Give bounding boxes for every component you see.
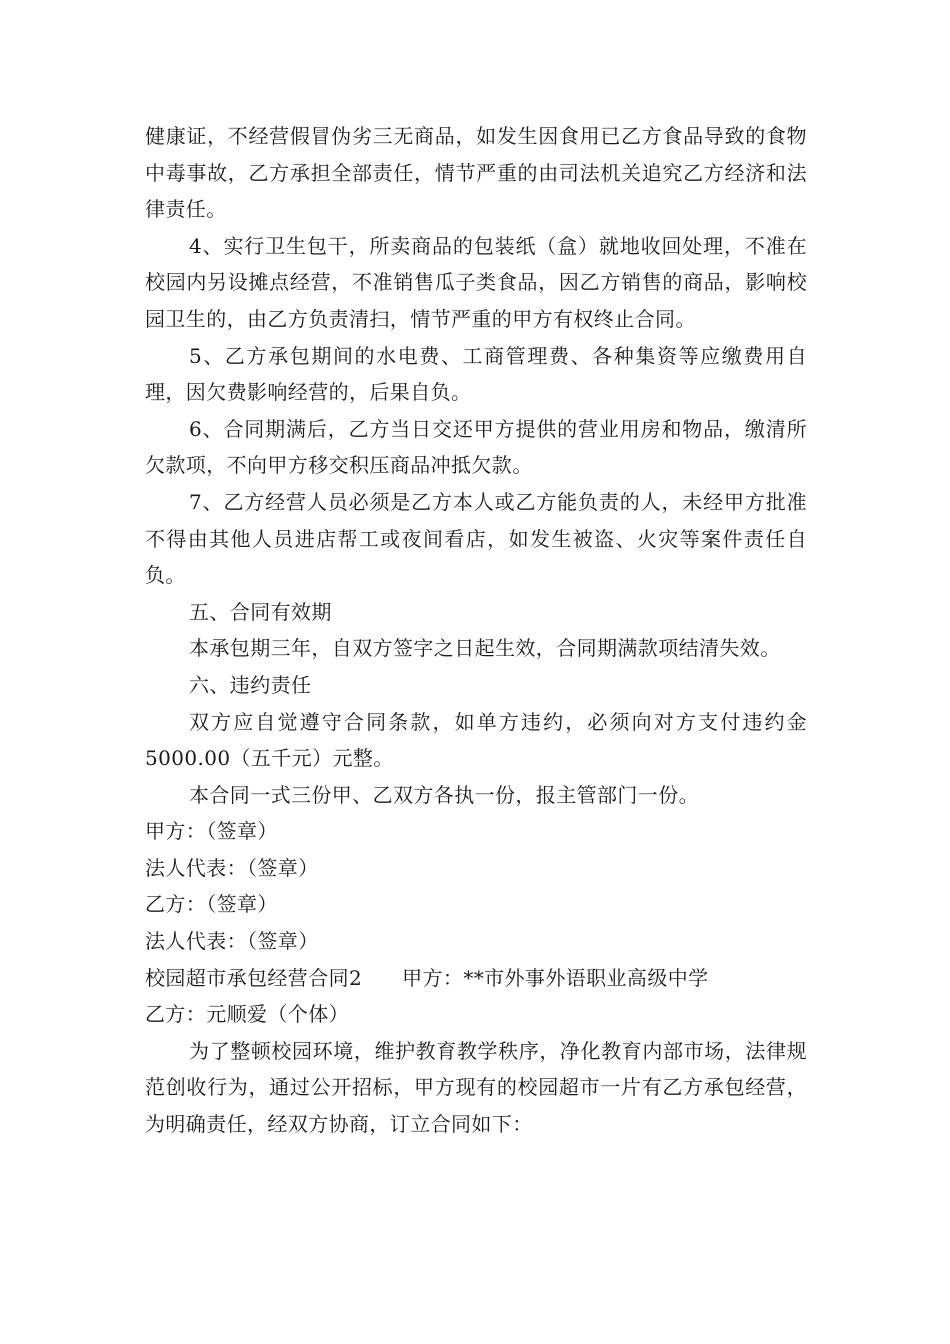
- paragraph-health-certificate: 健康证，不经营假冒伪劣三无商品，如发生因食用已乙方食品导致的食物中毒事故，乙方承担全部责任，情节严重的由司法机关追究乙方经济和法律责任。: [145, 124, 807, 222]
- signature-party-a: 甲方：（签章）: [145, 819, 278, 844]
- signature-party-a-representative: 法人代表：（签章）: [145, 855, 319, 880]
- contract2-title: 校园超市承包经营合同2: [145, 965, 363, 990]
- paragraph-clause-4: 4、实行卫生包干，所卖商品的包装纸（盒）就地收回处理，不准在校园内另设摊点经营，不准销售瓜子类食品，因乙方销售的商品，影响校园卫生的，由乙方负责清扫，情节严重的甲方有权终止合同。: [145, 233, 807, 331]
- contract2-party-b: 乙方：元顺爱（个体）: [145, 1002, 349, 1027]
- document-body: [145, 118, 807, 1143]
- signature-party-b: 乙方：（签章）: [145, 892, 278, 917]
- paragraph-clause-5: 5、乙方承包期间的水电费、工商管理费、各种集资等应缴费用自理，因欠费影响经营的，后果自负。: [145, 343, 807, 405]
- contract2-party-a: 甲方：**市外事外语职业高级中学: [402, 965, 709, 990]
- paragraph-validity: 本承包期三年，自双方签字之日起生效，合同期满款项结清失效。: [189, 636, 781, 661]
- contract2-intro: 为了整顿校园环境，维护教育教学秩序，净化教育内部市场，法律规范创收行为，通过公开招标，甲方现有的校园超市一片有乙方承包经营，为明确责任，经双方协商，订立合同如下：: [145, 1038, 807, 1137]
- contract2-title-line: [145, 960, 807, 997]
- paragraph-clause-7: 7、乙方经营人员必须是乙方本人或乙方能负责的人，未经甲方批准不得由其他人员进店帮工或夜间看店，如发生被盗、火灾等案件责任自负。: [145, 489, 807, 588]
- paragraph-clause-6: 6、合同期满后，乙方当日交还甲方提供的营业用房和物品，缴清所欠款项，不向甲方移交积压商品冲抵欠款。: [145, 416, 807, 478]
- paragraph-liability: 双方应自觉遵守合同条款，如单方违约，必须向对方支付违约金5000.00（五千元）元整。: [145, 709, 807, 771]
- signature-party-b-representative: 法人代表：（签章）: [145, 929, 319, 954]
- section-heading-validity: 五、合同有效期: [189, 599, 332, 624]
- section-heading-liability: 六、违约责任: [189, 672, 312, 697]
- paragraph-copies: 本合同一式三份甲、乙双方各执一份，报主管部门一份。: [189, 782, 699, 807]
